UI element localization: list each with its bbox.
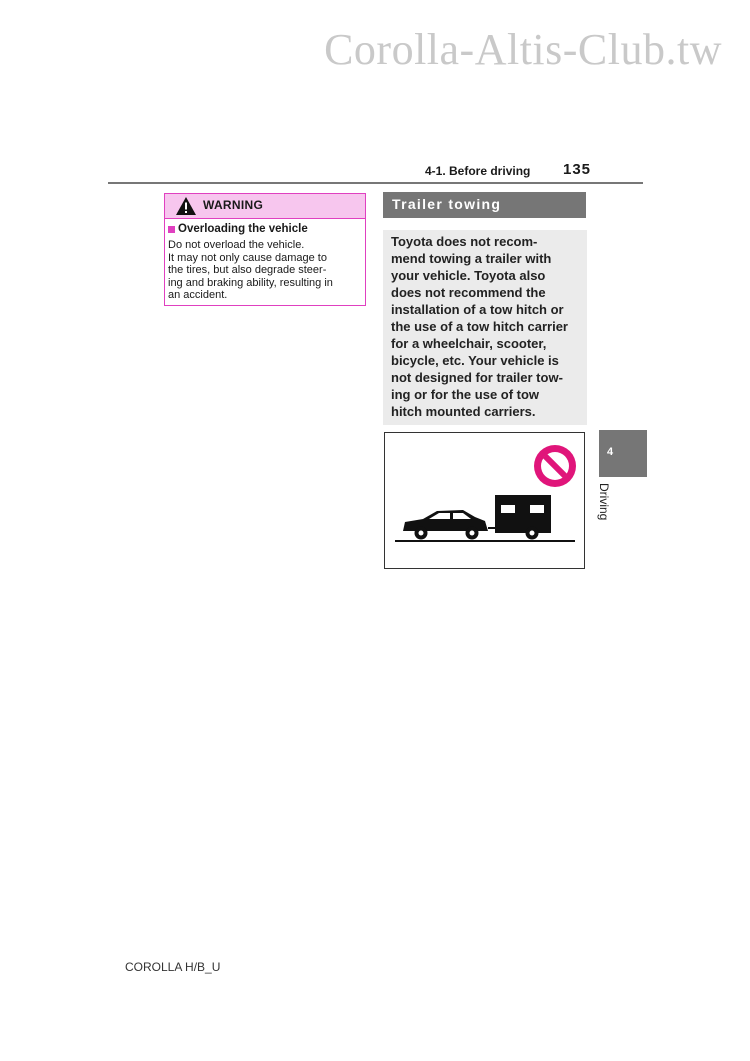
trailer-towing-heading: Trailer towing bbox=[383, 192, 586, 218]
warning-triangle-icon bbox=[175, 196, 197, 216]
trailer-line: bicycle, etc. Your vehicle is bbox=[391, 353, 559, 368]
prohibition-icon bbox=[534, 445, 576, 487]
warning-subheading-text: Overloading the vehicle bbox=[178, 223, 308, 235]
chapter-number: 4 bbox=[607, 446, 614, 458]
footer-model-code: COROLLA H/B_U bbox=[125, 960, 221, 974]
trailer-towing-body bbox=[383, 230, 587, 425]
warning-body bbox=[168, 239, 362, 302]
chapter-label bbox=[594, 483, 620, 543]
warning-line: Do not overload the vehicle. bbox=[168, 239, 305, 251]
trailer-line: the use of a tow hitch carrier bbox=[391, 319, 568, 334]
bullet-square-icon bbox=[168, 226, 175, 233]
warning-line: the tires, but also degrade steer- bbox=[168, 264, 327, 276]
trailer-line: for a wheelchair, scooter, bbox=[391, 336, 547, 351]
chapter-tab bbox=[599, 430, 647, 477]
car-towing-trailer-illustration bbox=[385, 433, 583, 567]
warning-line: an accident. bbox=[168, 289, 228, 301]
warning-label: WARNING bbox=[203, 198, 264, 212]
warning-line: ing and braking ability, resulting in bbox=[168, 276, 333, 289]
trailer-line: hitch mounted carriers. bbox=[391, 404, 536, 419]
trailer-line: does not recommend the bbox=[391, 285, 546, 300]
header-rule bbox=[108, 182, 643, 184]
trailer-line: not designed for trailer tow- bbox=[391, 370, 563, 385]
warning-header bbox=[165, 194, 365, 219]
watermark: Corolla-Altis-Club.tw bbox=[324, 25, 722, 74]
no-trailer-illustration bbox=[384, 432, 585, 569]
warning-box bbox=[164, 193, 366, 306]
trailer-line: mend towing a trailer with bbox=[391, 251, 552, 266]
chapter-label-text: Driving bbox=[597, 483, 611, 521]
car-icon bbox=[403, 510, 488, 540]
trailer-line: ing or for the use of tow bbox=[391, 387, 540, 402]
section-title: 4-1. Before driving bbox=[425, 164, 531, 178]
trailer-line: installation of a tow hitch or bbox=[391, 302, 564, 317]
warning-line: It may not only cause damage to bbox=[168, 251, 327, 264]
trailer-icon bbox=[495, 495, 551, 540]
trailer-line: Toyota does not recom- bbox=[391, 234, 538, 249]
page-number: 135 bbox=[563, 161, 592, 178]
trailer-line: your vehicle. Toyota also bbox=[391, 268, 546, 283]
warning-subheading bbox=[168, 223, 365, 235]
